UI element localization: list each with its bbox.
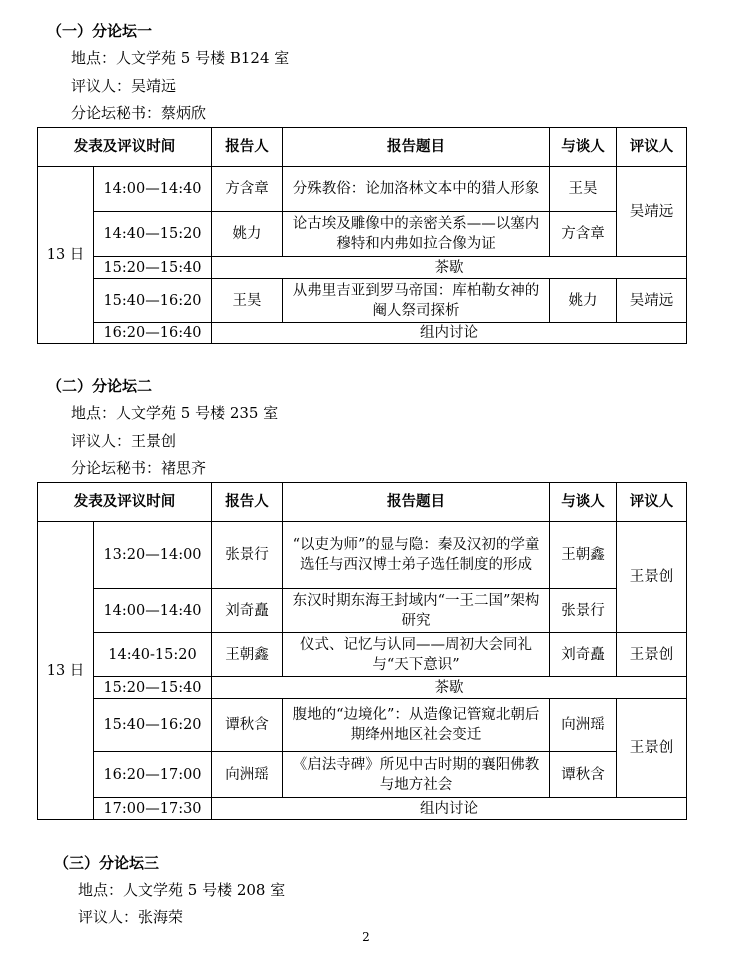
table-row: [38, 167, 687, 212]
speaker-cell: 姚力: [212, 212, 283, 257]
time-cell: 15:40—16:20: [94, 699, 212, 752]
table-header-row: [38, 128, 687, 167]
header-time: 发表及评议时间: [38, 128, 212, 167]
group-discussion-cell: 组内讨论: [212, 323, 687, 344]
speaker-cell: 王昊: [212, 279, 283, 323]
time-cell: 15:20—15:40: [94, 257, 212, 279]
discussant-cell: 方含章: [550, 212, 617, 257]
time-cell: 16:20—17:00: [94, 752, 212, 798]
speaker-cell: 谭秋含: [212, 699, 283, 752]
day-cell: 13 日: [38, 522, 94, 820]
table-row: [38, 212, 687, 257]
forum3-title: （三）分论坛三: [54, 854, 160, 872]
tea-break-cell: 茶歇: [212, 677, 687, 699]
table-row: [38, 522, 687, 589]
page-number: 2: [362, 930, 370, 944]
discussant-cell: 张景行: [550, 589, 617, 633]
time-cell: 16:20—16:40: [94, 323, 212, 344]
forum1-commentator: 评议人：吴靖远: [71, 77, 177, 95]
forum1-title: （一）分论坛一: [47, 22, 153, 40]
table-row: [38, 633, 687, 677]
header-topic: 报告题目: [283, 128, 550, 167]
day-cell: 13 日: [38, 167, 94, 344]
header-commentator: 评议人: [617, 128, 687, 167]
forum3-location: 地点：人文学苑 5 号楼 208 室: [78, 881, 286, 899]
discussant-cell: 刘奇矗: [550, 633, 617, 677]
table-header-row: [38, 483, 687, 522]
group-discussion-cell: 组内讨论: [212, 798, 687, 820]
time-cell: 14:40-15:20: [94, 633, 212, 677]
table-row: [38, 752, 687, 798]
header-commentator: 评议人: [617, 483, 687, 522]
speaker-cell: 刘奇矗: [212, 589, 283, 633]
header-time: 发表及评议时间: [38, 483, 212, 522]
discussant-cell: 姚力: [550, 279, 617, 323]
table-row: [38, 323, 687, 344]
header-discussant: 与谈人: [550, 483, 617, 522]
topic-cell: 腹地的“边境化”：从造像记管窥北朝后期绛州地区社会变迁: [283, 699, 550, 752]
forum1-schedule-table: [37, 127, 687, 344]
forum1-location: 地点：人文学苑 5 号楼 B124 室: [71, 49, 290, 67]
time-cell: 17:00—17:30: [94, 798, 212, 820]
table-row: [38, 257, 687, 279]
forum2-secretary: 分论坛秘书：褚思齐: [71, 459, 207, 477]
header-discussant: 与谈人: [550, 128, 617, 167]
header-speaker: 报告人: [212, 128, 283, 167]
table-row: [38, 279, 687, 323]
table-row: [38, 677, 687, 699]
commentator-cell: 王景创: [617, 633, 687, 677]
commentator-cell: 吴靖远: [617, 279, 687, 323]
forum2-location: 地点：人文学苑 5 号楼 235 室: [71, 404, 279, 422]
discussant-cell: 谭秋含: [550, 752, 617, 798]
forum2-commentator: 评议人：王景创: [71, 432, 177, 450]
time-cell: 14:00—14:40: [94, 589, 212, 633]
time-cell: 15:40—16:20: [94, 279, 212, 323]
forum2-schedule-table: [37, 482, 687, 820]
forum2-title: （二）分论坛二: [47, 377, 153, 395]
tea-break-cell: 茶歇: [212, 257, 687, 279]
commentator-cell: 吴靖远: [617, 167, 687, 257]
commentator-cell: 王景创: [617, 522, 687, 633]
topic-cell: 分殊教俗：论加洛林文本中的猎人形象: [283, 167, 550, 212]
time-cell: 15:20—15:40: [94, 677, 212, 699]
speaker-cell: 王朝鑫: [212, 633, 283, 677]
time-cell: 14:40—15:20: [94, 212, 212, 257]
topic-cell: “以吏为师”的显与隐：秦及汉初的学童选任与西汉博士弟子选任制度的形成: [283, 522, 550, 589]
table-row: [38, 589, 687, 633]
speaker-cell: 方含章: [212, 167, 283, 212]
forum3-commentator: 评议人：张海荣: [78, 908, 184, 926]
discussant-cell: 向洲瑶: [550, 699, 617, 752]
time-cell: 13:20—14:00: [94, 522, 212, 589]
discussant-cell: 王昊: [550, 167, 617, 212]
speaker-cell: 向洲瑶: [212, 752, 283, 798]
topic-cell: 《启法寺碑》所见中古时期的襄阳佛教与地方社会: [283, 752, 550, 798]
commentator-cell: 王景创: [617, 699, 687, 798]
header-speaker: 报告人: [212, 483, 283, 522]
topic-cell: 仪式、记忆与认同——周初大会同礼与“天下意识”: [283, 633, 550, 677]
table-row: [38, 798, 687, 820]
topic-cell: 东汉时期东海王封域内“一王二国”架构研究: [283, 589, 550, 633]
speaker-cell: 张景行: [212, 522, 283, 589]
time-cell: 14:00—14:40: [94, 167, 212, 212]
table-row: [38, 699, 687, 752]
header-topic: 报告题目: [283, 483, 550, 522]
forum1-secretary: 分论坛秘书：蔡炳欣: [71, 104, 207, 122]
topic-cell: 论古埃及雕像中的亲密关系——以塞内穆特和内弗如拉合像为证: [283, 212, 550, 257]
topic-cell: 从弗里吉亚到罗马帝国：库柏勒女神的阉人祭司探析: [283, 279, 550, 323]
discussant-cell: 王朝鑫: [550, 522, 617, 589]
